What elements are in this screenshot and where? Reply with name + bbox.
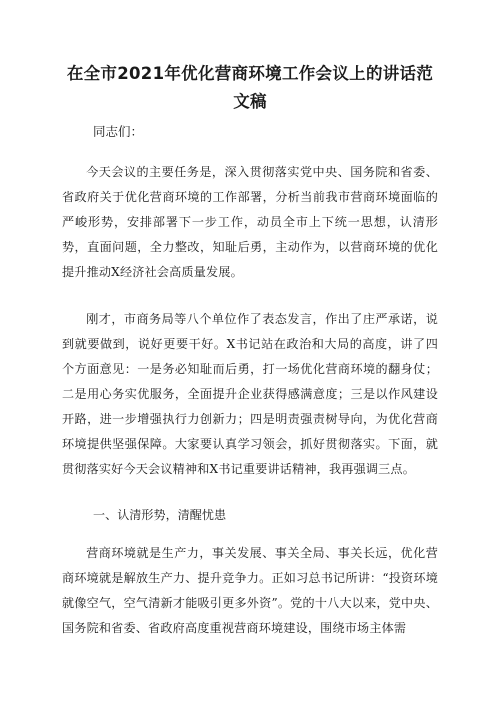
section-heading: 一、认清形势，清醒忧患 bbox=[93, 508, 227, 522]
section-paragraph: 营商环境就是生产力，事关发展、事关全局、事关长远，优化营商环境就是解放生产力、提升竞争力。正如习总书记所讲：“投资环境就像空气，空气清新才能吸引更多外资”。党的十八大以来，党中央、国务院和省委、省政府高度重视营商环境建设，围绕市场主体需 bbox=[62, 546, 438, 635]
document-title: 在全市2021年优化营商环境工作会议上的讲话范文稿 bbox=[66, 64, 434, 111]
body-paragraph-1: 今天会议的主要任务是，深入贯彻落实党中央、国务院和省委、省政府关于优化营商环境的工作部署，分析当前我市营商环境面临的严峻形势，安排部署下一步工作，动员全市上下统一思想，认清形势，直面问题，全力整改，知耻后勇，主动作为，以营商环境的优化提升推动X经济社会高质量发展。 bbox=[62, 165, 438, 279]
salutation: 同志们： bbox=[93, 124, 144, 139]
body-paragraph-2: 刚才，市商务局等八个单位作了表态发言，作出了庄严承诺，说到就要做到，说好更要干好。X书记站在政治和大局的高度，讲了四个方面意见：一是务必知耻而后勇，打一场优化营商环境的翻身仗；二是用心务实优服务，全面提升企业获得感满意度；三是以作风建设开路，进一步增强执行力创新力；四是明责强责树导向，为优化营商环境提供坚强保障。大家要认真学习领会，抓好贯彻落实。下面，就贯彻落实好今天会议精神和X书记重要讲话精神，我再强调三点。 bbox=[62, 312, 438, 476]
